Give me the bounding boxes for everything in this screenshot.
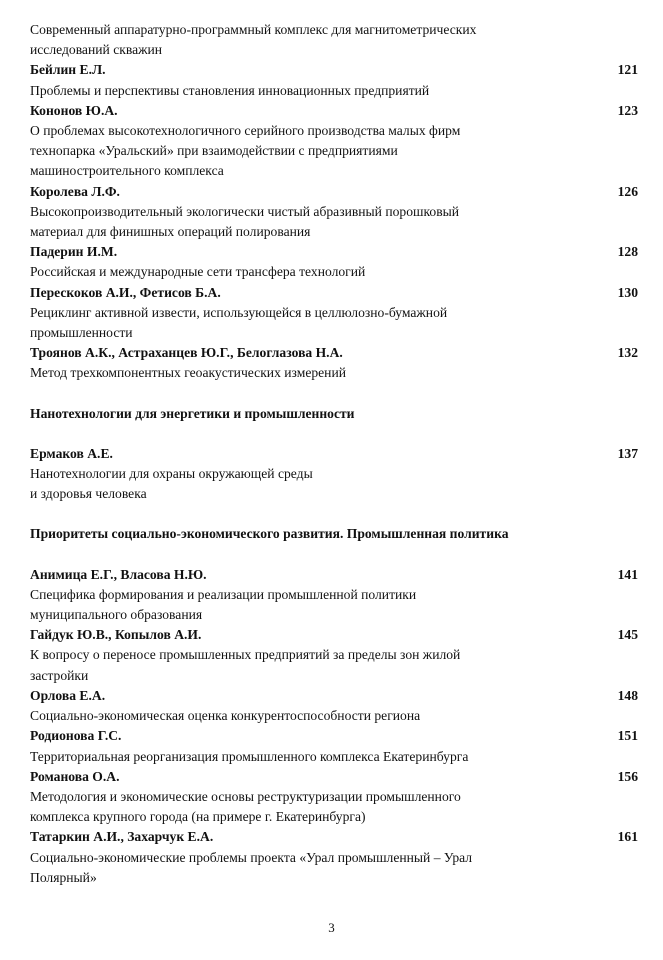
toc-entry [30,60,638,100]
toc-section-3 [30,565,638,888]
entry-authors: Перескоков А.И., Фетисов Б.А. [30,284,221,300]
entry-authors: Орлова Е.А. [30,687,106,703]
entry-header [30,242,638,262]
entry-header [30,101,638,121]
entry-authors: Татаркин А.И., Захарчук Е.А. [30,829,214,845]
entry-header [30,283,638,303]
entry-authors: Падерин И.М. [30,244,118,260]
toc-entry [30,101,638,182]
entry-title-line: Нанотехнологии для охраны окружающей среды [30,466,313,482]
entry-page-number: 121 [617,62,638,78]
entry-page-number: 148 [617,687,638,703]
entry-header [30,726,638,746]
entry-page-number: 141 [617,566,638,582]
toc-entry [30,686,638,726]
entry-title-line: Высокопроизводительный экологически чистый абразивный порошковый [30,203,460,219]
toc-entry [30,283,638,344]
entry-authors: Гайдук Ю.В., Копылов А.И. [30,627,202,643]
entry-page-number: 145 [617,627,638,643]
entry-title-line: Социально-экономические проблемы проекта «Урал промышленный – Урал [30,849,473,865]
toc-entry [30,444,638,505]
entry-authors: Родионова Г.С. [30,728,122,744]
entry-header [30,686,638,706]
page-number: 3 [328,920,335,935]
entry-header [30,60,638,80]
entry-page-number: 126 [617,183,638,199]
entry-authors: Королева Л.Ф. [30,183,120,199]
entry-authors: Романова О.А. [30,768,120,784]
toc-entry [30,827,638,888]
entry-title-line: Проблемы и перспективы становления инновационных предприятий [30,82,430,98]
toc-entry [30,767,638,828]
entry-header [30,343,638,363]
toc-entry [30,565,638,626]
entry-page-number: 161 [617,829,638,845]
entry-header [30,767,638,787]
entry-title-line: Российская и международные сети трансфера технологий [30,264,366,280]
entry-page-number: 156 [617,768,638,784]
entry-title-line: Рециклинг активной извести, использующейся в целлюлозно-бумажной [30,304,448,320]
entry-header [30,565,638,585]
entry-page-number: 128 [617,244,638,260]
entry-title-line: исследований скважин [30,42,163,58]
entry-title-line: Специфика формирования и реализации промышленной политики [30,586,417,602]
toc-group-1 [30,60,638,383]
entry-title-line: материал для финишных операций полирования [30,224,311,240]
entry-title-line: технопарка «Уральский» при взаимодействии с предприятиями [30,143,398,159]
entry-header [30,444,638,464]
entry-title-line: Полярный» [30,869,97,885]
toc-entry [30,343,638,383]
entry-page-number: 151 [617,728,638,744]
entry-title-line: промышленности [30,325,133,341]
toc-top-entry [30,20,638,60]
entry-title-line: К вопросу о переносе промышленных предприятий за пределы зон жилой [30,647,461,663]
toc-entry [30,726,638,766]
entry-title-line: Территориальная реорганизация промышленного комплекса Екатеринбурга [30,748,469,764]
entry-header [30,625,638,645]
entry-title-line: машиностроительного комплекса [30,163,224,179]
entry-title-line: Методология и экономические основы реструктуризации промышленного [30,788,461,804]
entry-page-number: 137 [617,445,638,461]
entry-page-number: 130 [617,284,638,300]
entry-header [30,182,638,202]
section-heading: Нанотехнологии для энергетики и промышленности [30,405,355,421]
entry-authors: Троянов А.К., Астраханцев Ю.Г., Белоглазова Н.А. [30,345,343,361]
entry-authors: Кононов Ю.А. [30,102,118,118]
toc-entry [30,625,638,686]
entry-authors: Анимица Е.Г., Власова Н.Ю. [30,566,207,582]
entry-title-line: и здоровья человека [30,486,147,502]
entry-title-line: комплекса крупного города (на примере г. Екатеринбурга) [30,809,366,825]
section-heading: Приоритеты социально-экономического развития. Промышленная политика [30,526,509,542]
toc-section-2 [30,444,638,505]
entry-title-line: О проблемах высокотехнологичного серийного производства малых фирм [30,123,461,139]
entry-page-number: 132 [617,345,638,361]
entry-header [30,827,638,847]
entry-authors: Бейлин Е.Л. [30,62,106,78]
entry-title-line: застройки [30,667,89,683]
entry-title-line: муниципального образования [30,607,203,623]
toc-page [30,20,638,888]
toc-entry [30,182,638,243]
entry-authors: Ермаков А.Е. [30,445,113,461]
entry-title-line: Метод трехкомпонентных геоакустических измерений [30,365,347,381]
entry-title-line: Социально-экономическая оценка конкурентоспособности региона [30,708,421,724]
entry-page-number: 123 [617,102,638,118]
entry-title-line: Современный аппаратурно-программный комплекс для магнитометрических [30,22,477,37]
toc-entry [30,242,638,282]
